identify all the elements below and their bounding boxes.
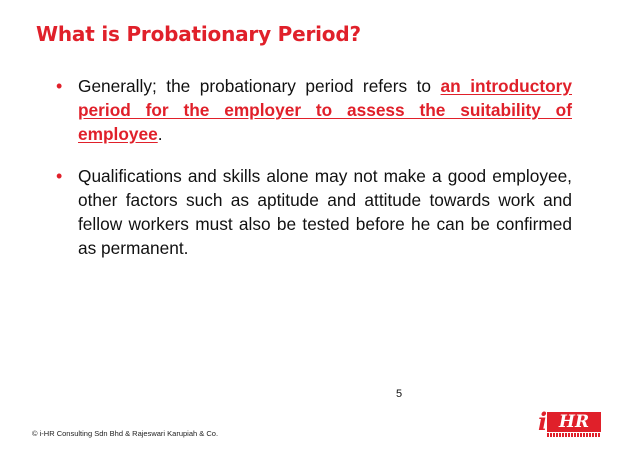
logo-mark: HR: [547, 412, 601, 432]
bullet-marker: •: [56, 166, 63, 186]
bullet-text-lead: Generally; the probationary period refers to: [78, 76, 441, 96]
logo-underline: [547, 433, 601, 437]
bullet-list: [52, 74, 572, 260]
bullet-item-qualifications: [52, 164, 572, 260]
bullet-item-probation-definition: [52, 74, 572, 146]
bullet-text: [78, 74, 572, 146]
copyright-footer: © i-HR Consulting Sdn Bhd & Rajeswari Karupiah & Co.: [32, 429, 219, 438]
page-number: 5: [396, 388, 403, 400]
bullet-text: Qualifications and skills alone may not make a good employee, other factors such as aptitude and attitude towards work and fellow workers must also be tested before he can be confirmed as permanent.: [78, 166, 572, 258]
highlighted-definition: an introductory period for the employer to assess the suitability of employee: [78, 76, 572, 144]
logo-prefix: i: [538, 407, 548, 436]
ihr-logo: [538, 407, 602, 438]
bullet-marker: •: [56, 76, 63, 96]
bullet-text-end: .: [157, 124, 163, 144]
slide-title: What is Probationary Period?: [36, 22, 361, 46]
